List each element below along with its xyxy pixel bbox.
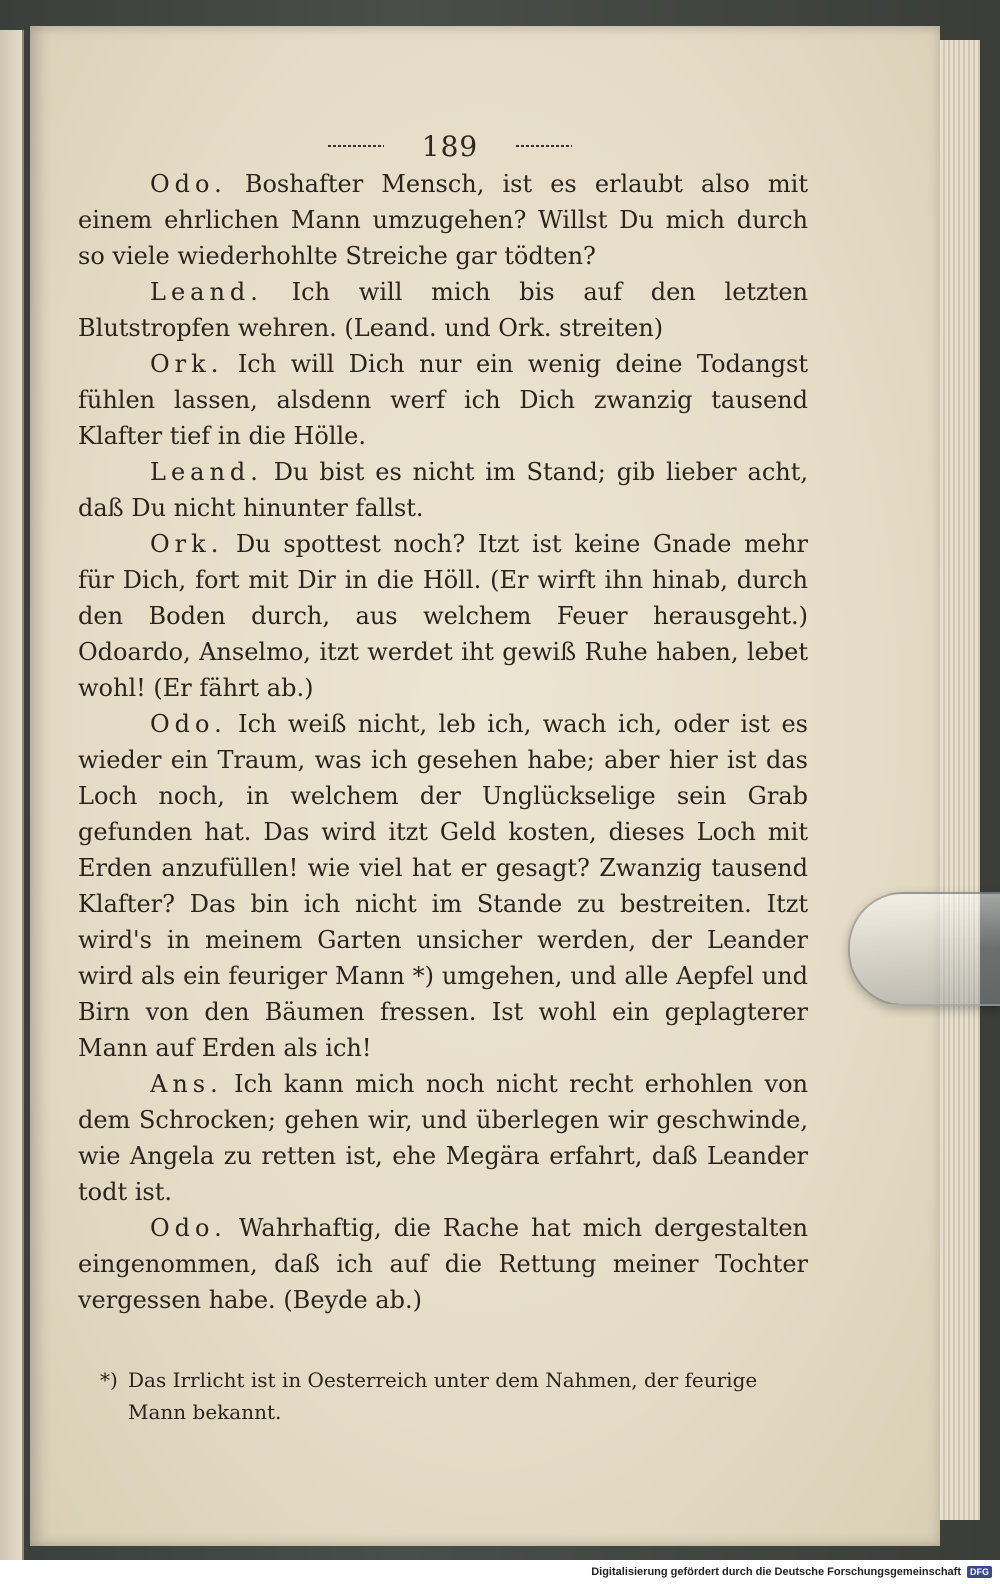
- dialogue-line: Ich kann mich noch nicht recht erhohlen von dem Schrocken; gehen wir, und überlegen wir geschwinde, wie Angela zu retten ist, ehe Megära erfahrt, daß Leander todt ist.: [78, 1070, 808, 1206]
- speaker-name: Odo.: [150, 170, 227, 198]
- digitization-credit: Digitalisierung gefördert durch die Deutsche Forschungsgemeinschaft: [591, 1566, 961, 1578]
- previous-page-edge: [0, 30, 24, 1560]
- dialogue-line: Ich will mich bis auf den letzten Blutstropfen wehren. (Leand. und Ork. streiten): [78, 278, 808, 342]
- speaker-name: Ork.: [150, 530, 224, 558]
- page-header: [270, 126, 630, 166]
- dialogue-line: Boshafter Mensch, ist es erlaubt also mit einem ehrlichen Mann umzugehen? Willst Du mich durch so viele wiederhohlte Streiche gar tödten?: [78, 170, 808, 270]
- speaker-name: Ans.: [150, 1070, 223, 1098]
- dialogue-paragraph: [78, 1210, 808, 1318]
- speaker-name: Ork.: [150, 350, 224, 378]
- page-clip: [848, 892, 1000, 1006]
- footnote-text: Das Irrlicht ist in Oesterreich unter dem Nahmen, der feurige Mann bekannt.: [128, 1368, 758, 1424]
- digitization-credit-bar: [0, 1560, 1000, 1584]
- dialogue-line: Ich will Dich nur ein wenig deine Todangst fühlen lassen, alsdenn werf ich Dich zwanzig tausend Klafter tief in die Hölle.: [78, 350, 808, 450]
- dialogue-paragraph: [78, 526, 808, 706]
- dialogue-paragraph: [78, 166, 808, 274]
- footnote: [100, 1364, 800, 1428]
- dialogue-text: [78, 166, 808, 1318]
- header-ornament-left: [328, 143, 384, 149]
- dialogue-line: Du spottest noch? Itzt ist keine Gnade mehr für Dich, fort mit Dir in die Höll. (Er wirft ihn hinab, durch den Boden durch, aus welchem Feuer herausgeht.) Odoardo, Anselmo, itzt werdet iht gewiß Ruhe haben, lebet wohl! (Er fährt ab.): [78, 530, 808, 702]
- speaker-name: Odo.: [150, 710, 227, 738]
- dialogue-paragraph: [78, 454, 808, 526]
- dialogue-paragraph: [78, 1066, 808, 1210]
- header-ornament-right: [516, 143, 572, 149]
- dialogue-paragraph: [78, 346, 808, 454]
- dialogue-paragraph: [78, 274, 808, 346]
- dialogue-line: Ich weiß nicht, leb ich, wach ich, oder ist es wieder ein Traum, was ich gesehen habe; aber hier ist das Loch noch, in welchem der Unglückselige sein Grab gefunden hat. Das wird itzt Geld kosten, dieses Loch mit Erden anzufüllen! wie viel hat er gesagt? Zwanzig tausend Klafter? Das bin ich nicht im Stande zu bestreiten. Itzt wird's in meinem Garten unsicher werden, der Leander wird als ein feuriger Mann *) umgehen, und alle Aepfel und Birn von den Bäumen fressen. Ist wohl ein geplagterer Mann auf Erden als ich!: [78, 710, 808, 1062]
- speaker-name: Odo.: [150, 1214, 227, 1242]
- speaker-name: Leand.: [150, 458, 263, 486]
- dialogue-paragraph: [78, 706, 808, 1066]
- page-number: 189: [421, 129, 479, 163]
- footnote-mark: *): [100, 1368, 118, 1392]
- dialogue-line: Du bist es nicht im Stand; gib lieber acht, daß Du nicht hinunter fallst.: [78, 458, 808, 522]
- dialogue-line: Wahrhaftig, die Rache hat mich dergestalten eingenommen, daß ich auf die Rettung meiner Tochter vergessen habe. (Beyde ab.): [78, 1214, 808, 1314]
- dfg-logo: DFG: [967, 1566, 992, 1578]
- speaker-name: Leand.: [150, 278, 263, 306]
